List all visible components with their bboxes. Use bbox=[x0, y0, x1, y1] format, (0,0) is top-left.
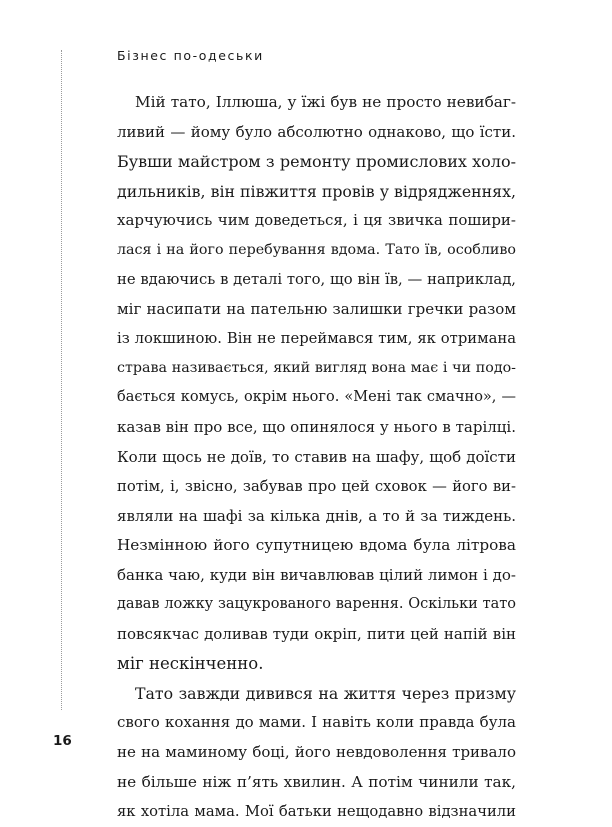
text-line: потім, і, звісно, забував про цей сховок — його ви- bbox=[117, 478, 516, 496]
text-line: страва називається, який вигляд вона має і чи подо- bbox=[117, 359, 516, 376]
text-line: із локшиною. Він не переймався тим, як отримана bbox=[117, 330, 516, 348]
text-line: не більше ніж п’ять хвилин. А потім чинили так, bbox=[117, 772, 516, 791]
text-line: як хотіла мама. Мої батьки нещодавно відзначили bbox=[117, 803, 516, 821]
text-line: бається комусь, окрім нього. «Мені так смачно», — bbox=[117, 389, 516, 406]
text-line: являли на шафі за кілька днів, а то й за тиждень. bbox=[117, 506, 516, 525]
text-line: банка чаю, куди він вичавлював цілий лимон і до- bbox=[117, 565, 516, 584]
text-line: ливий — йому було абсолютно однаково, що їсти. bbox=[117, 122, 516, 141]
text-line: міг насипати на пательню залишки гречки разом bbox=[117, 299, 516, 318]
running-head: Бізнес по-одеськи bbox=[117, 48, 264, 63]
text-line: Тато завжди дивився на життя через призму bbox=[135, 683, 516, 703]
text-line: харчуючись чим доведеться, і ця звичка пошири- bbox=[117, 211, 516, 230]
text-line: давав ложку зацукрованого варення. Оскільки тато bbox=[117, 596, 516, 613]
text-line: повсякчас доливав туди окріп, пити цей напій він bbox=[117, 624, 516, 643]
text-line: лася і на його перебування вдома. Тато їв, особливо bbox=[117, 241, 516, 258]
text-line: свого кохання до мами. І навіть коли правда була bbox=[117, 713, 516, 732]
text-line: казав він про все, що опинялося у нього в тарілці. bbox=[117, 418, 516, 437]
text-line: не вдаючись в деталі того, що він їв, — наприклад, bbox=[117, 271, 516, 289]
body-text bbox=[117, 88, 516, 827]
text-line: дильників, він півжиття провів у відрядженнях, bbox=[117, 181, 516, 201]
text-line: Коли щось не доїв, то ставив на шафу, щоб доїсти bbox=[117, 447, 516, 466]
text-line: Бувши майстром з ремонту промислових холо- bbox=[117, 152, 516, 172]
dotted-margin-rule bbox=[61, 50, 62, 710]
page-number: 16 bbox=[53, 733, 72, 749]
text-line: міг нескінченно. bbox=[117, 654, 264, 674]
text-line: Незмінною його супутницею вдома була літрова bbox=[117, 536, 516, 555]
text-line: Мій тато, Іллюша, у їжі був не просто невибаг- bbox=[135, 93, 516, 111]
text-line: не на маминому боці, його невдоволення тривало bbox=[117, 743, 516, 762]
